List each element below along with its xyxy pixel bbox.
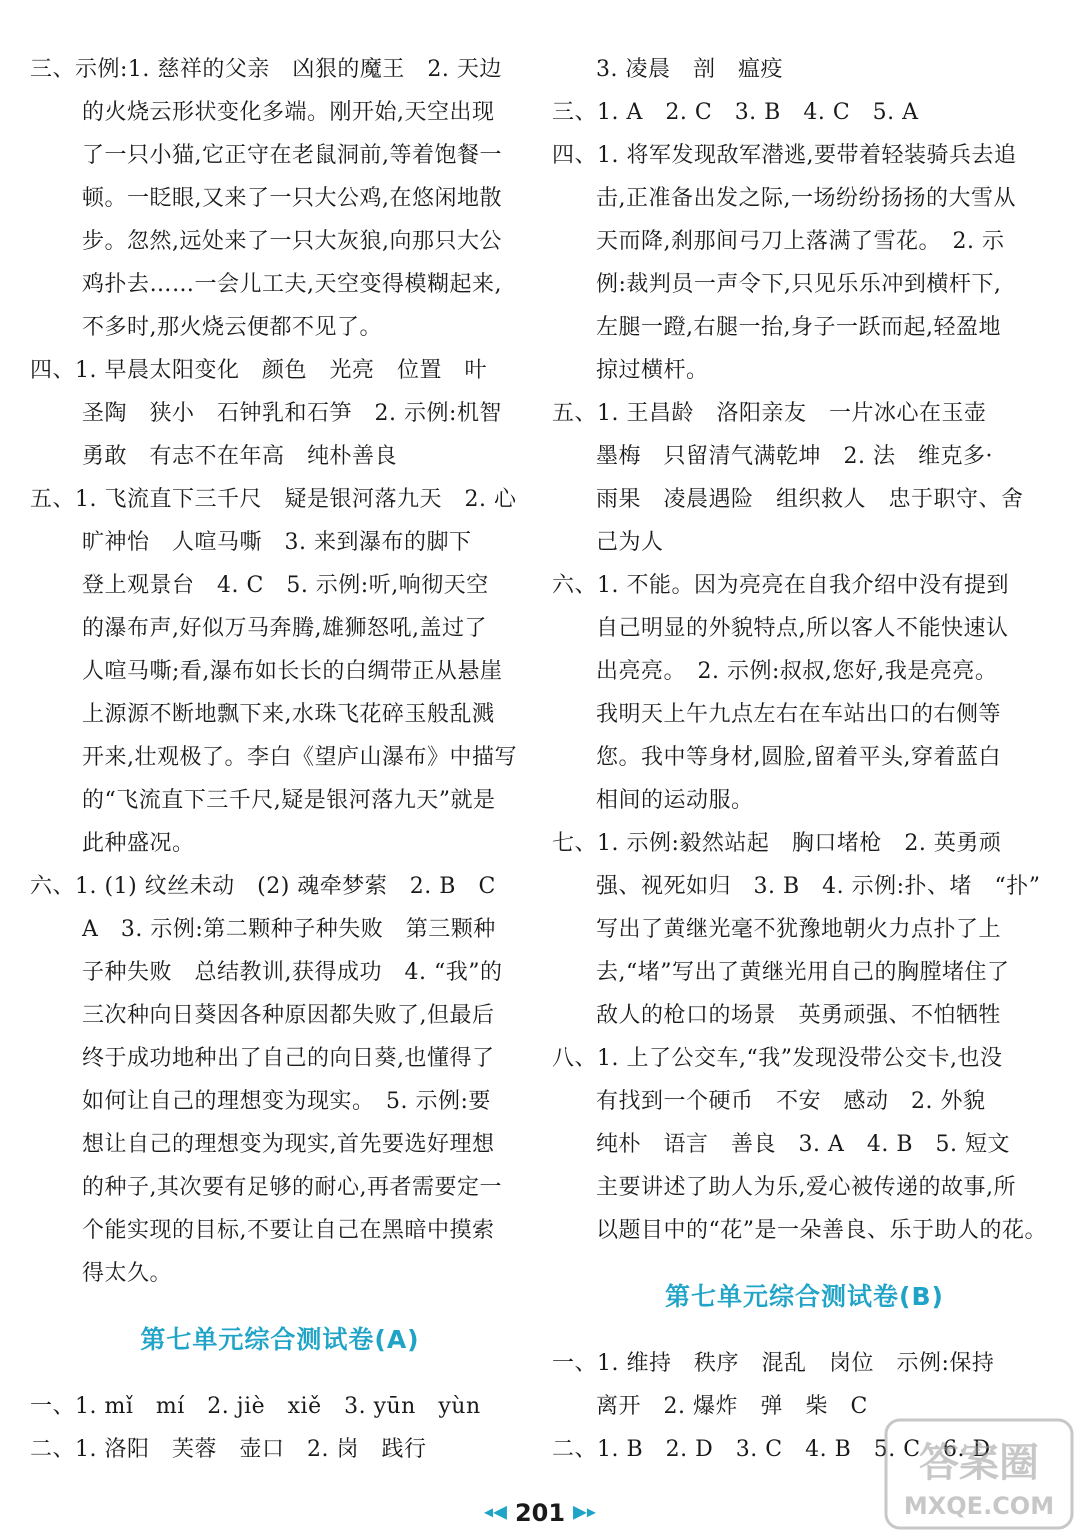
answer-line: 此种盛况。 — [82, 831, 195, 856]
answer-line: 顿。一眨眼,又来了一只大公鸡,在悠闲地散 — [82, 186, 502, 211]
answer-line: 不多时,那火烧云便都不见了。 — [82, 315, 382, 340]
answer-line: 雨果 凌晨遇险 组织救人 忠于职守、舍 — [596, 487, 1024, 512]
answer-line: 左腿一蹬,右腿一抬,身子一跃而起,轻盈地 — [596, 315, 1001, 340]
answer-line: 出亮亮。 2. 示例:叔叔,您好,我是亮亮。 — [596, 659, 998, 684]
answer-line: 敌人的枪口的场景 英勇顽强、不怕牺牲 — [596, 1003, 1002, 1028]
answer-line: 的种子,其次要有足够的耐心,再者需要定一 — [82, 1175, 502, 1200]
answer-line: 步。忽然,远处来了一只大灰狼,向那只大公 — [82, 229, 502, 254]
answer-line: 人喧马嘶;看,瀑布如长长的白绸带正从悬崖 — [82, 659, 503, 684]
left-column — [30, 48, 530, 1471]
answer-line: 如何让自己的理想变为现实。 5. 示例:要 — [82, 1089, 491, 1114]
watermark-site: MXQE.COM — [903, 1492, 1055, 1520]
answer-line: 旷神怡 人喧马嘶 3. 来到瀑布的脚下 — [82, 530, 472, 555]
answer-line: 一、1. 维持 秩序 混乱 岗位 示例:保持 — [552, 1351, 995, 1376]
answer-line: 离开 2. 爆炸 弹 柴 C — [596, 1394, 868, 1419]
answer-line: 写出了黄继光毫不犹豫地朝火力点扑了上 — [596, 917, 1002, 942]
page-number: 201 — [514, 1498, 566, 1527]
next-arrows-icon: ▶▸ — [573, 1501, 596, 1523]
answer-line: 开来,壮观极了。李白《望庐山瀑布》中描写 — [82, 745, 517, 770]
watermark-logo — [884, 1418, 1074, 1530]
answer-line: 七、1. 示例:毅然站起 胸口堵枪 2. 英勇顽 — [552, 831, 1002, 856]
answer-line: 勇敢 有志不在年高 纯朴善良 — [82, 444, 398, 469]
answer-line: 登上观景台 4. C 5. 示例:听,响彻天空 — [82, 573, 489, 598]
answer-line: 您。我中等身材,圆脸,留着平头,穿着蓝白 — [596, 745, 1001, 770]
answer-line: 想让自己的理想变为现实,首先要选好理想 — [82, 1132, 495, 1157]
answer-line: 掠过横杆。 — [596, 358, 709, 383]
answer-line: 子种失败 总结教训,获得成功 4. “我”的 — [82, 960, 503, 985]
answer-line: 我明天上午九点左右在车站出口的右侧等 — [596, 702, 1002, 727]
right-column — [552, 48, 1057, 1471]
answer-line: 击,正准备出发之际,一场纷纷扬扬的大雪从 — [596, 186, 1016, 211]
answer-line: 二、1. B 2. D 3. C 4. B 5. C 6. D — [552, 1437, 991, 1462]
answer-line: 六、1. 不能。因为亮亮在自我介绍中没有提到 — [552, 573, 1009, 598]
answer-line: 鸡扑去……一会儿工夫,天空变得模糊起来, — [82, 272, 502, 297]
answer-line: 的“飞流直下三千尺,疑是银河落九天”就是 — [82, 788, 496, 813]
answer-line: 了一只小猫,它正守在老鼠洞前,等着饱餐一 — [82, 143, 502, 168]
answer-line: 上源源不断地飘下来,水珠飞花碎玉般乱溅 — [82, 702, 495, 727]
answer-line: 终于成功地种出了自己的向日葵,也懂得了 — [82, 1046, 495, 1071]
section-heading-a: 第七单元综合测试卷(A) — [140, 1325, 420, 1354]
answer-line: 四、1. 早晨太阳变化 颜色 光亮 位置 叶 — [30, 358, 487, 383]
answer-line: 八、1. 上了公交车,“我”发现没带公交卡,也没 — [552, 1046, 1003, 1071]
answer-line: 得太久。 — [82, 1261, 173, 1286]
answer-line: 己为人 — [596, 530, 664, 555]
answer-line: 的瀑布声,好似万马奔腾,雄狮怒吼,盖过了 — [82, 616, 487, 641]
answer-line: 去,“堵”写出了黄继光用自己的胸膛堵住了 — [596, 960, 1010, 985]
answer-line: 三次种向日葵因各种原因都失败了,但最后 — [82, 1003, 495, 1028]
prev-arrows-icon: ◂◀ — [484, 1501, 507, 1523]
answer-line: 3. 凌晨 剖 瘟疫 — [596, 57, 783, 82]
answer-line: 五、1. 飞流直下三千尺 疑是银河落九天 2. 心 — [30, 487, 517, 512]
answer-line: 例:裁判员一声令下,只见乐乐冲到横杆下, — [596, 272, 1002, 297]
answer-line: A 3. 示例:第二颗种子种失败 第三颗种 — [82, 917, 496, 942]
answer-line: 纯朴 语言 善良 3. A 4. B 5. 短文 — [596, 1132, 1011, 1157]
answer-line: 以题目中的“花”是一朵善良、乐于助人的花。 — [596, 1218, 1047, 1243]
answer-line: 圣陶 狭小 石钟乳和石笋 2. 示例:机智 — [82, 401, 502, 426]
answer-line: 天而降,刹那间弓刀上落满了雪花。 2. 示 — [596, 229, 1005, 254]
answer-line: 有找到一个硬币 不安 感动 2. 外貌 — [596, 1089, 986, 1114]
answer-line: 三、示例:1. 慈祥的父亲 凶狠的魔王 2. 天边 — [30, 57, 502, 82]
answer-line: 相间的运动服。 — [596, 788, 754, 813]
answer-line: 个能实现的目标,不要让自己在黑暗中摸索 — [82, 1218, 495, 1243]
answer-line: 墨梅 只留清气满乾坤 2. 法 维克多· — [596, 444, 993, 469]
answer-line: 的火烧云形状变化多端。刚开始,天空出现 — [82, 100, 495, 125]
section-heading-b: 第七单元综合测试卷(B) — [665, 1282, 944, 1311]
answer-line: 三、1. A 2. C 3. B 4. C 5. A — [552, 100, 919, 125]
answer-line: 自己明显的外貌特点,所以客人不能快速认 — [596, 616, 1009, 641]
answer-line: 五、1. 王昌龄 洛阳亲友 一片冰心在玉壶 — [552, 401, 987, 426]
answer-line: 主要讲述了助人为乐,爱心被传递的故事,所 — [596, 1175, 1016, 1200]
answer-line: 四、1. 将军发现敌军潜逃,要带着轻装骑兵去追 — [552, 143, 1017, 168]
answer-line: 一、1. mǐ mí 2. jiè xiě 3. yūn yùn — [30, 1394, 481, 1419]
answer-line: 六、1. (1) 纹丝未动 (2) 魂牵梦萦 2. B C — [30, 874, 496, 899]
answer-line: 二、1. 洛阳 芙蓉 壶口 2. 岗 践行 — [30, 1437, 427, 1462]
watermark-title: 答案圈 — [919, 1440, 1039, 1486]
answer-line: 强、视死如归 3. B 4. 示例:扑、堵 “扑” — [596, 874, 1041, 899]
